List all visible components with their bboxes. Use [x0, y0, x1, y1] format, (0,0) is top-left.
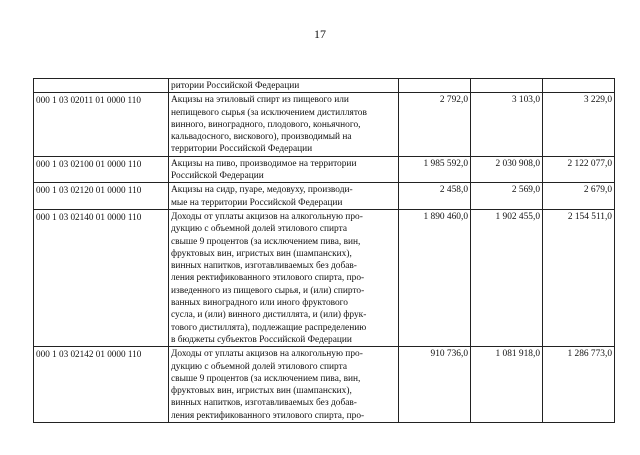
budget-classification-code: 000 1 03 02140 01 0000 110 — [34, 209, 169, 346]
budget-classification-code: 000 1 03 02142 01 0000 110 — [34, 347, 169, 423]
budget-classification-code: 000 1 03 02011 01 0000 110 — [34, 93, 169, 156]
revenue-name-cell — [169, 347, 399, 423]
budget-classification-code — [34, 79, 169, 93]
amount-year-1 — [399, 79, 471, 93]
revenue-name-cell — [169, 183, 399, 210]
amount-year-1: 2 458,0 — [399, 183, 471, 210]
revenue-name-line: тового дистиллята), подлежащие распределению — [171, 322, 367, 333]
revenue-name-cell — [169, 79, 399, 93]
amount-year-2 — [471, 79, 543, 93]
amount-year-1: 910 736,0 — [399, 347, 471, 423]
amount-year-2: 2 030 908,0 — [471, 156, 543, 183]
revenue-name-line: ванных виноградного или иного фруктового — [171, 298, 348, 309]
revenue-name-line: Акцизы на сидр, пуаре, медовуху, производи- — [171, 185, 353, 196]
revenue-name-line: изведенного из пищевого сырья, и (или) спирто- — [171, 285, 365, 296]
budget-classification-code: 000 1 03 02120 01 0000 110 — [34, 183, 169, 210]
revenue-name-cell — [169, 156, 399, 183]
revenue-name-line: винных напитков, изготавливаемых без добав- — [171, 261, 357, 272]
revenue-name-line: в бюджеты субъектов Российской Федерации — [171, 334, 352, 345]
table-row — [34, 79, 615, 93]
revenue-name-line: территории Российской Федерации — [171, 144, 313, 155]
amount-year-2: 1 902 455,0 — [471, 209, 543, 346]
amount-year-3: 3 229,0 — [543, 93, 615, 156]
amount-year-3: 2 122 077,0 — [543, 156, 615, 183]
amount-year-1: 2 792,0 — [399, 93, 471, 156]
table-row — [34, 347, 615, 423]
revenue-name-line: фруктовых вин, игристых вин (шампанских), — [171, 386, 352, 397]
revenue-name-line: Акцизы на пиво, производимое на территории — [171, 158, 357, 169]
amount-year-1: 1 890 460,0 — [399, 209, 471, 346]
revenue-name-line: Доходы от уплаты акцизов на алкогольную про- — [171, 211, 363, 222]
amount-year-2: 3 103,0 — [471, 93, 543, 156]
table-body — [34, 79, 615, 423]
amount-year-3: 1 286 773,0 — [543, 347, 615, 423]
amount-year-3: 2 154 511,0 — [543, 209, 615, 346]
revenue-name-line: фруктовых вин, игристых вин (шампанских), — [171, 248, 352, 259]
revenue-name-line: ритории Российской Федерации — [171, 81, 300, 91]
page-number: 17 — [314, 27, 326, 41]
revenue-name-line: дукцию с объемной долей этилового спирта — [171, 361, 347, 372]
revenue-name-line: непищевого сырья (за исключением дистиллятов — [171, 107, 367, 118]
amount-year-1: 1 985 592,0 — [399, 156, 471, 183]
revenue-name-line: Доходы от уплаты акцизов на алкогольную про- — [171, 349, 363, 360]
table-row — [34, 156, 615, 183]
amount-year-3 — [543, 79, 615, 93]
budget-classification-code: 000 1 03 02100 01 0000 110 — [34, 156, 169, 183]
revenue-name-line: Российской Федерации — [171, 171, 264, 182]
revenue-name-line: свыше 9 процентов (за исключением пива, вин, — [171, 373, 361, 384]
amount-year-3: 2 679,0 — [543, 183, 615, 210]
revenue-name-line: мые на территории Российской Федерации — [171, 197, 343, 208]
amount-year-2: 1 081 918,0 — [471, 347, 543, 423]
revenue-name-line: винного, виноградного, плодового, коньячного, — [171, 119, 361, 130]
revenue-name-cell — [169, 93, 399, 156]
revenue-name-line: дукцию с объемной долей этилового спирта — [171, 224, 347, 235]
revenue-name-line: ления ректификованного этилового спирта, про- — [171, 410, 365, 421]
table-row — [34, 209, 615, 346]
revenue-name-line: кальвадосного, вискового), производимый на — [171, 132, 352, 143]
revenue-name-line: Акцизы на этиловый спирт из пищевого или — [171, 95, 349, 106]
amount-year-2: 2 569,0 — [471, 183, 543, 210]
revenue-name-cell — [169, 209, 399, 346]
revenue-name-line: ления ректификованного этилового спирта, про- — [171, 273, 365, 284]
table-row — [34, 183, 615, 210]
revenue-name-line: винных напитков, изготавливаемых без добав- — [171, 398, 357, 409]
table-row — [34, 93, 615, 156]
revenue-name-line: сусла, и (или) винного дистиллята, и (или) фрук- — [171, 310, 367, 321]
budget-revenue-table — [33, 78, 615, 423]
revenue-name-line: свыше 9 процентов (за исключением пива, вин, — [171, 236, 361, 247]
